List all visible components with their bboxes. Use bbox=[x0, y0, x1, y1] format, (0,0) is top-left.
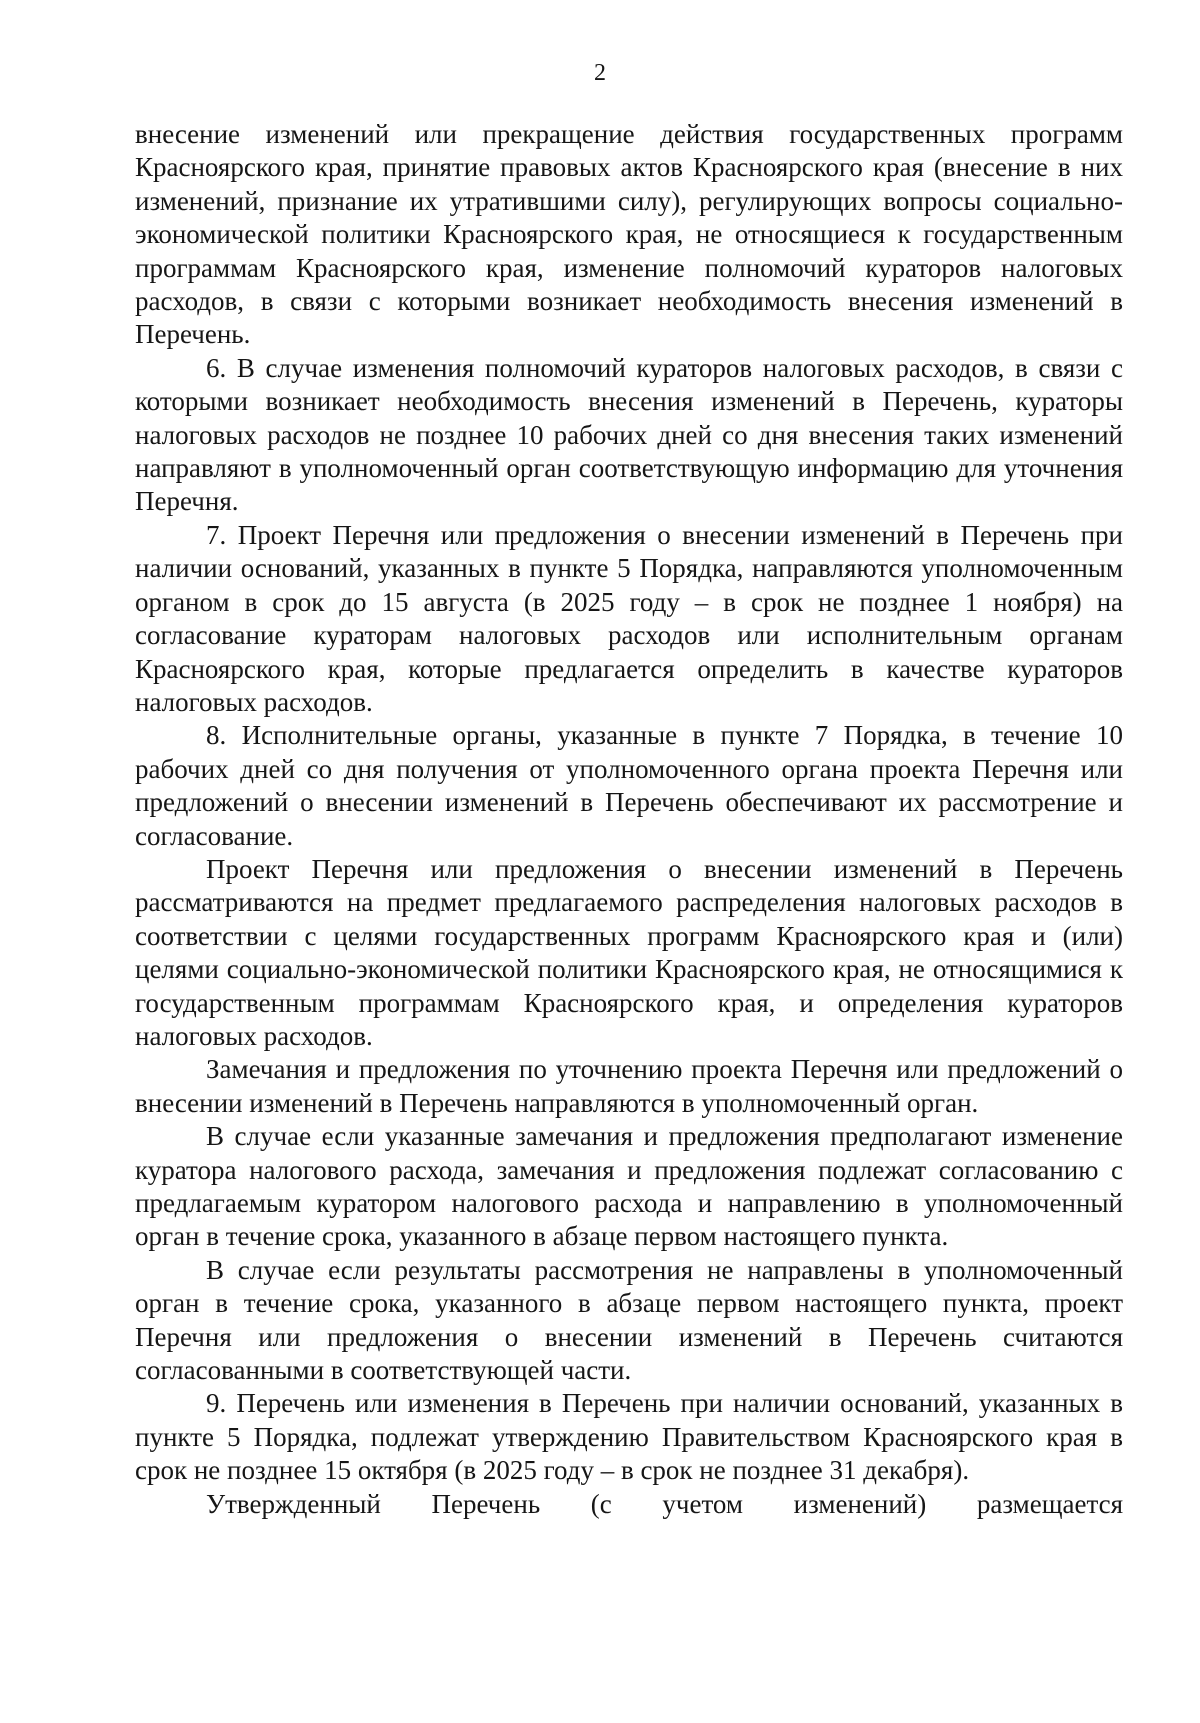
paragraph-item-8: 8. Исполнительные органы, указанные в пункте 7 Порядка, в течение 10 рабочих дней со дня получения от уполномоченного органа проекта Перечня или предложений о внесении изменений в Перечень обеспечивают их рассмотрение и согласование. bbox=[135, 720, 1123, 851]
paragraph-item-8-deemed-agreed: В случае если результаты рассмотрения не направлены в уполномоченный орган в течение срока, указанного в абзаце первом настоящего пункта, проект Перечня или предложения о внесении изменений в Перечень считаются согласованными в соответствующей части. bbox=[135, 1254, 1123, 1386]
paragraph-item-8-curator-change: В случае если указанные замечания и предложения предполагают изменение куратора налогового расхода, замечания и предложения подлежат согласованию с предлагаемым куратором налогового расхода и направлению в уполномоченный орган в течение срока, указанного в абзаце первом настоящего пункта. bbox=[135, 1121, 1123, 1252]
paragraph-item-9-publication: Утвержденный Перечень (с учетом изменений) размещается bbox=[206, 1488, 1123, 1519]
document-body bbox=[135, 118, 1123, 1521]
paragraph-item-7: 7. Проект Перечня или предложения о внесении изменений в Перечень при наличии оснований, указанных в пункте 5 Порядка, направляются уполномоченным органом в срок до 15 августа (в 2025 году – в срок не позднее 1 ноября) на согласование кураторам налоговых расходов или исполнительным органам Красноярского края, которые предлагается определить в качестве кураторов налоговых расходов. bbox=[135, 519, 1123, 717]
paragraph-item-9: 9. Перечень или изменения в Перечень при наличии оснований, указанных в пункте 5 Порядка, подлежат утверждению Правительством Красноярского края в срок не позднее 15 октября (в 2025 году – в срок не позднее 31 декабря). bbox=[135, 1388, 1123, 1486]
paragraph-item-8-remarks: Замечания и предложения по уточнению проекта Перечня или предложений о внесении изменений в Перечень направляются в уполномоченный орган. bbox=[135, 1054, 1123, 1118]
paragraph-continuation: внесение изменений или прекращение действия государственных программ Красноярского края, принятие правовых актов Красноярского края (внесение в них изменений, признание их утратившими силу), регулирующих вопросы социально-экономической политики Красноярского края, не относящиеся к государственным программам Красноярского края, изменение полномочий кураторов налоговых расходов, в связи с которыми возникает необходимость внесения изменений в Перечень. bbox=[135, 119, 1123, 350]
paragraph-item-8-review: Проект Перечня или предложения о внесении изменений в Перечень рассматриваются на предмет предлагаемого распределения налоговых расходов в соответствии с целями государственных программ Красноярского края и (или) целями социально-экономической политики Красноярского края, не относящимися к государственным программам Красноярского края, и определения кураторов налоговых расходов. bbox=[135, 853, 1123, 1051]
paragraph-item-6: 6. В случае изменения полномочий кураторов налоговых расходов, в связи с которыми возникает необходимость внесения изменений в Перечень, кураторы налоговых расходов не позднее 10 рабочих дней со дня внесения таких изменений направляют в уполномоченный орган соответствующую информацию для уточнения Перечня. bbox=[135, 352, 1123, 517]
page-number: 2 bbox=[594, 60, 606, 86]
